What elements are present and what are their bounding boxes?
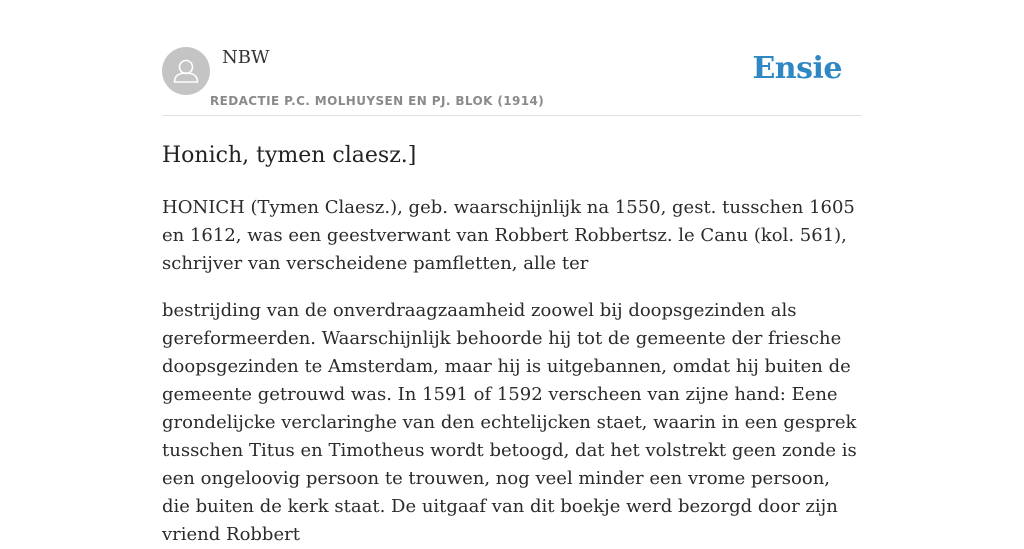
user-icon bbox=[162, 47, 210, 95]
article-card bbox=[162, 0, 862, 549]
source-subtitle: REDACTIE P.C. MOLHUYSEN EN PJ. BLOK (1914) bbox=[210, 94, 545, 108]
author-avatar[interactable] bbox=[162, 47, 210, 95]
brand-logo[interactable]: Ensie bbox=[752, 51, 842, 86]
article-header bbox=[162, 0, 862, 116]
article-title: Honich, tymen claesz.] bbox=[162, 143, 417, 168]
article-paragraph-1: HONICH (Tymen Claesz.), geb. waarschijnlijk na 1550, gest. tusschen 1605 en 1612, was een geestverwant van Robbert Robbertsz. le Canu (kol. 561), schrijver van verscheidene pamfletten, alle ter bbox=[162, 197, 855, 274]
article-paragraph-2: bestrijding van de onverdraagzaamheid zoowel bij doopsgezinden als gereformeerden. Waarschijnlijk behoorde hij tot de gemeente der friesche doopsgezinden te Amsterdam, maar hij is uitgebannen, omdat hij buiten de gemeente getrouwd was. In 1591 of 1592 verscheen van zijne hand: Eene grondelijcke verclaringhe van den echtelijcken staet, waarin in een gesprek tusschen Titus en Timotheus wordt betoogd, dat het volstrekt geen zonde is een ongeloovig persoon te trouwen, nog veel minder een vrome persoon, die buiten de kerk staat. De uitgaaf van dit boekje werd bezorgd door zijn vriend Robbert bbox=[162, 300, 857, 545]
author-name[interactable]: NBW bbox=[222, 47, 270, 68]
